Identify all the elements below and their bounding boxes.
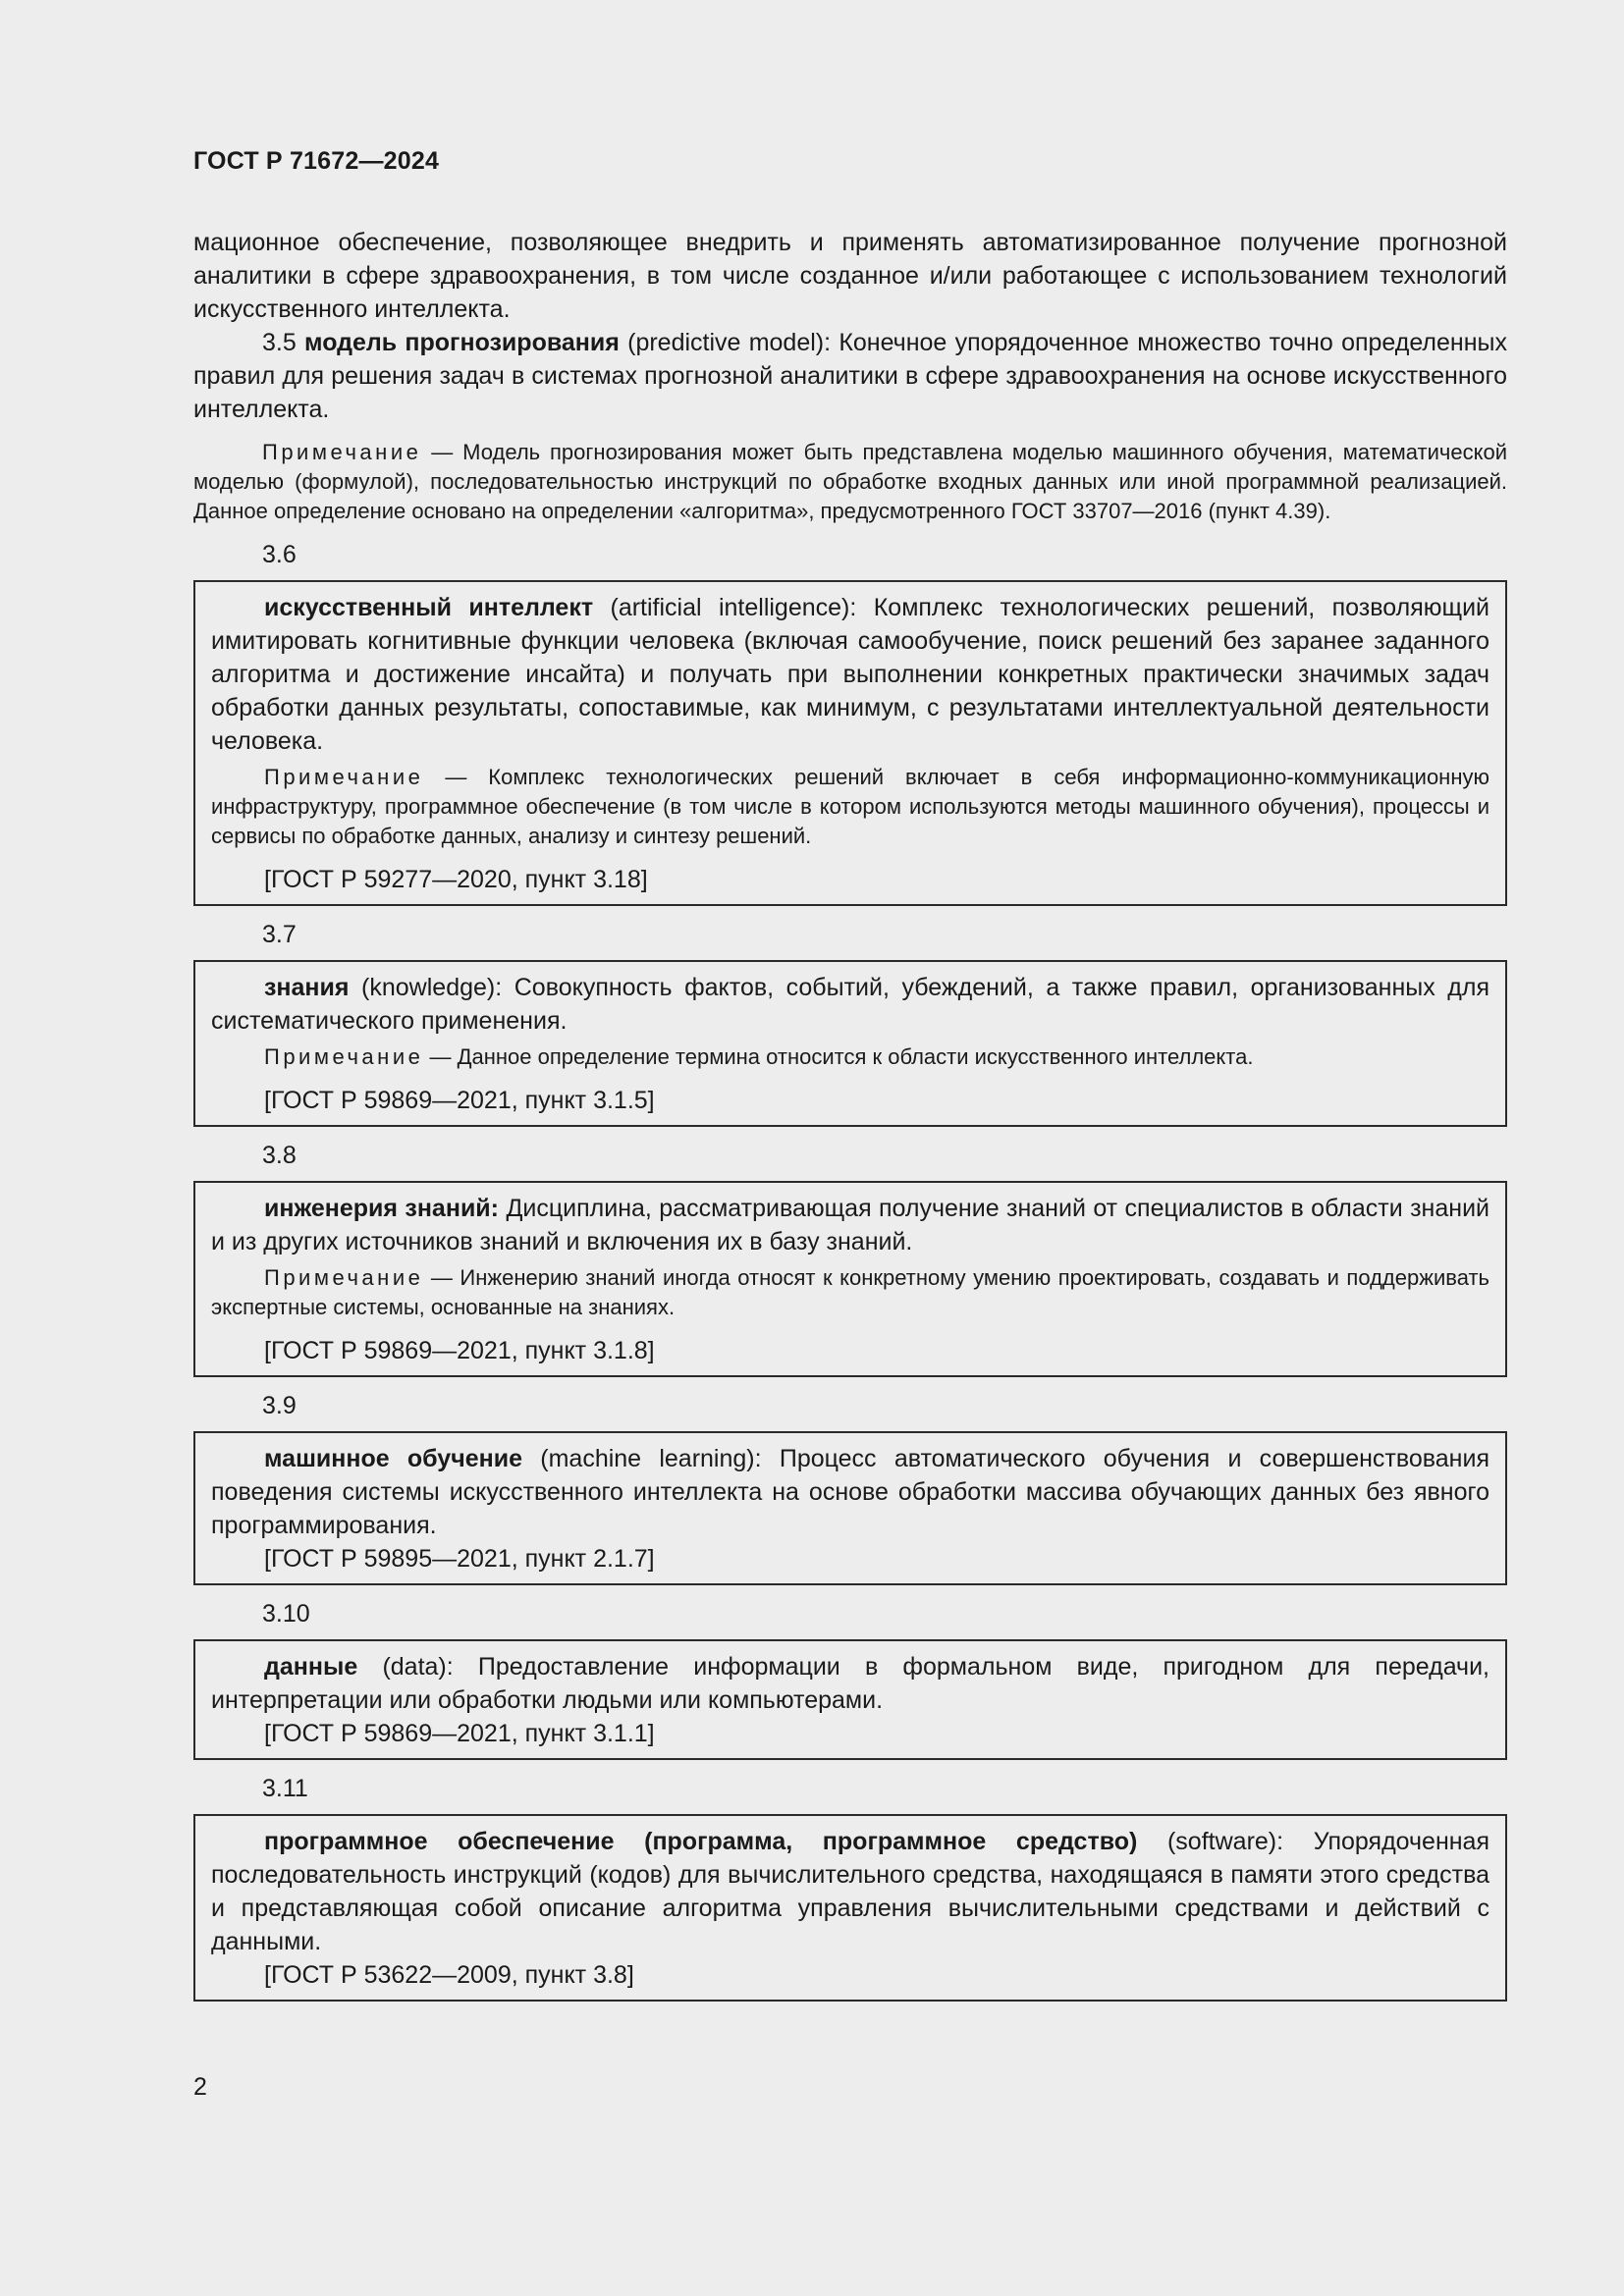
note-label: Примечание — [262, 440, 422, 464]
term-source: [ГОСТ Р 59869—2021, пункт 3.1.8] — [264, 1337, 655, 1364]
term-definition: Совокупность фактов, событий, убеждений, а также правил, организованных для систематического применения. — [211, 974, 1489, 1035]
term-definition: Упорядоченная последовательность инструкций (кодов) для вычислительного средства, находящаяся в памяти этого средства и представляющая собой описание алгоритма управления вычислительными средствами и действий с данными. — [211, 1828, 1490, 1955]
term-english: (predictive model): — [627, 329, 832, 356]
term-definition: Дисциплина, рассматривающая получение знаний от специалистов в области знаний и из других источников знаний и включения их в базу знаний. — [211, 1195, 1490, 1255]
term-english: (artificial intelligence): — [610, 594, 857, 621]
term-source: [ГОСТ Р 59895—2021, пункт 2.1.7] — [264, 1545, 655, 1573]
term-name: модель прогнозирования — [304, 329, 620, 356]
term-name: искусственный интеллект — [264, 594, 594, 621]
term-source: [ГОСТ Р 53622—2009, пункт 3.8] — [264, 1961, 634, 1989]
term-definition-paragraph — [211, 1650, 1489, 1717]
term-definition: Предоставление информации в формальном виде, пригодном для передачи, интерпретации или обработки людьми или компьютерами. — [211, 1653, 1489, 1714]
term-number: 3.6 — [262, 541, 297, 568]
term-number: 3.7 — [262, 921, 297, 948]
term-name: инженерия знаний: — [264, 1195, 500, 1222]
term-box-3-6 — [193, 580, 1507, 906]
page-number: 2 — [193, 2073, 207, 2101]
note-text: — Модель прогнозирования может быть представлена моделью машинного обучения, математической моделью (формулой), последовательностью инструкций по обработке входных данных или иной программной реализацией. Данное определение основано на определении «алгоритма», предусмотренного ГОСТ 33707—2016 (пункт 4.39). — [193, 440, 1507, 523]
term-box-3-10 — [193, 1639, 1507, 1760]
term-english: (machine learning): — [540, 1445, 762, 1472]
note-label: Примечание — [264, 765, 424, 789]
term-note — [211, 763, 1489, 851]
term-english: (software): — [1166, 1828, 1284, 1855]
note-label: Примечание — [264, 1265, 424, 1290]
note-label: Примечание — [264, 1044, 424, 1069]
term-source: [ГОСТ Р 59869—2021, пункт 3.1.1] — [264, 1720, 655, 1747]
term-number: 3.10 — [262, 1600, 310, 1628]
document-body — [193, 226, 1507, 2002]
term-box-3-11 — [193, 1814, 1507, 2002]
term-name: данные — [264, 1653, 358, 1681]
term-box-3-8 — [193, 1181, 1507, 1377]
intro-continuation: мационное обеспечение, позволяющее внедрить и применять автоматизированное получение прогнозной аналитики в сфере здравоохранения, в том числе созданное и/или работающее с использованием технологий искусственного интеллекта. — [193, 229, 1507, 323]
term-definition: Процесс автоматического обучения и совершенствования поведения системы искусственного интеллекта на основе обработки массива обучающих данных без явного программирования. — [211, 1445, 1489, 1539]
term-source: [ГОСТ Р 59869—2021, пункт 3.1.5] — [264, 1087, 655, 1114]
term-english: (data): — [382, 1653, 454, 1681]
term-definition-paragraph — [211, 971, 1489, 1038]
term-3-5-note — [193, 438, 1507, 526]
term-name: знания — [264, 974, 350, 1001]
note-text: — Инженерию знаний иногда относят к конкретному умению проектировать, создавать и поддерживать экспертные системы, основанные на знаниях. — [211, 1265, 1489, 1319]
term-3-5-definition — [193, 326, 1507, 426]
term-definition-paragraph — [211, 1442, 1489, 1542]
document-header: ГОСТ Р 71672—2024 — [193, 147, 440, 175]
term-number: 3.5 — [262, 329, 297, 356]
term-definition-paragraph — [211, 1825, 1489, 1958]
term-english: (knowledge): — [361, 974, 503, 1001]
term-name: машинное обучение — [264, 1445, 522, 1472]
term-box-3-7 — [193, 960, 1507, 1127]
term-source: [ГОСТ Р 59277—2020, пункт 3.18] — [264, 866, 648, 893]
term-name: программное обеспечение (программа, программное средство) — [264, 1828, 1138, 1855]
term-number: 3.9 — [262, 1392, 297, 1419]
note-text: — Данное определение термина относится к области искусственного интеллекта. — [429, 1044, 1254, 1069]
term-definition-paragraph — [211, 1192, 1489, 1258]
term-number: 3.8 — [262, 1142, 297, 1169]
term-note — [211, 1042, 1489, 1072]
term-number: 3.11 — [262, 1775, 308, 1802]
term-box-3-9 — [193, 1431, 1507, 1585]
term-note — [211, 1263, 1489, 1322]
term-definition-paragraph — [211, 591, 1489, 758]
term-definition: Конечное упорядоченное множество точно определенных правил для решения задач в системах прогнозной аналитики в сфере здравоохранения на основе искусственного интеллекта. — [193, 329, 1508, 423]
term-definition: Комплекс технологических решений, позволяющий имитировать когнитивные функции человека (включая самообучение, поиск решений без заранее заданного алгоритма и достижение инсайта) и получать при выполнении конкретных практически значимых задач обработки данных результаты, сопоставимые, как минимум, с результатами интеллектуальной деятельности человека. — [211, 594, 1489, 755]
note-text: — Комплекс технологических решений включает в себя информационно-коммуникационную инфраструктуру, программное обеспечение (в том числе в котором используются методы машинного обучения), процессы и сервисы по обработке данных, анализу и синтезу решений. — [211, 765, 1489, 848]
